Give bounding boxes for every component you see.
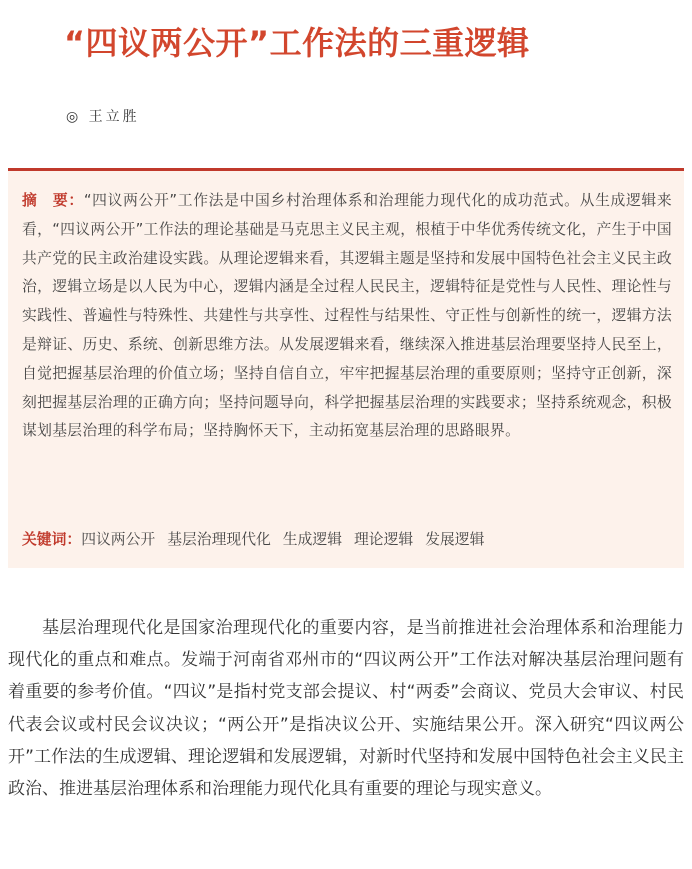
keyword: 生成逻辑 [282,531,342,548]
article-title: “四议两公开”工作法的三重逻辑 [64,24,530,62]
abstract-box [8,168,684,568]
body-paragraph: 基层治理现代化是国家治理现代化的重要内容，是当前推进社会治理体系和治理能力现代化的重点和难点。发端于河南省邓州市的“四议两公开”工作法对解决基层治理问题有着重要的参考价值。“四议”是指村党支部会提议、村“两委”会商议、党员大会审议、村民代表会议或村民会议决议；“两公开”是指决议公开、实施结果公开。深入研究“四议两公开”工作法的生成逻辑、理论逻辑和发展逻辑，对新时代坚持和发展中国特色社会主义民主政治、推进基层治理体系和治理能力现代化具有重要的理论与现实意义。 [8,618,684,800]
abstract-text [22,187,672,446]
keyword: 基层治理现代化 [167,531,271,548]
keyword: 理论逻辑 [354,531,414,548]
keywords-label: 关键词： [22,531,82,548]
keyword: 发展逻辑 [425,531,485,548]
keywords-line [22,527,496,553]
author-line: ◎ 王立胜 [66,109,140,125]
abstract-label: 摘 要： [22,192,84,209]
keyword: 四议两公开 [81,531,156,548]
abstract-body: “四议两公开”工作法是中国乡村治理体系和治理能力现代化的成功范式。从生成逻辑来看，“四议两公开”工作法的理论基础是马克思主义民主观，根植于中华优秀传统文化，产生于中国共产党的民主政治建设实践。从理论逻辑来看，其逻辑主题是坚持和发展中国特色社会主义民主政治，逻辑立场是以人民为中心，逻辑内涵是全过程人民民主，逻辑特征是党性与人民性、理论性与实践性、普遍性与特殊性、共建性与共享性、过程性与结果性、守正性与创新性的统一，逻辑方法是辩证、历史、系统、创新思维方法。从发展逻辑来看，继续深入推进基层治理要坚持人民至上，自觉把握基层治理的价值立场；坚持自信自立，牢牢把握基层治理的重要原则；坚持守正创新，深刻把握基层治理的正确方向；坚持问题导向，科学把握基层治理的实践要求；坚持系统观念，积极谋划基层治理的科学布局；坚持胸怀天下，主动拓宽基层治理的思路眼界。 [22,192,673,440]
